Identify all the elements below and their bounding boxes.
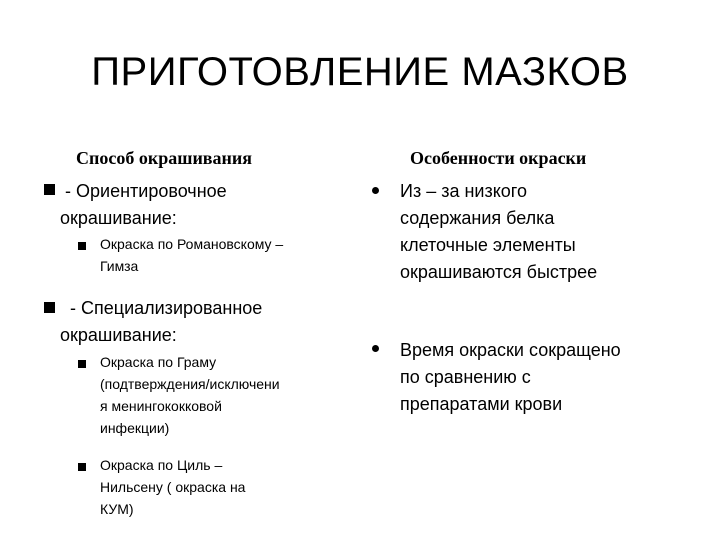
right-column-heading: Особенности окраски [410,148,587,168]
left-item-2-line-1: - Специализированное [60,298,263,318]
slide-title: ПРИГОТОВЛЕНИЕ МАЗКОВ [91,50,629,94]
left-item-2-sub-1-line-4: инфекции) [100,420,170,436]
left-item-2-sub-1-line-1: Окраска по Граму [100,354,217,370]
right-item-2 [400,337,710,418]
left-item-2-sub-1 [100,351,350,439]
left-column-heading: Способ окрашивания [76,148,253,168]
left-item-2-sub-2-line-2: Нильсену ( окраска на [100,479,246,495]
square-bullet-small-icon [78,463,86,471]
left-item-2-sub-2-line-1: Окраска по Циль – [100,457,223,473]
left-item-1-sub-1-line-1: Окраска по Романовскому – [100,236,284,252]
right-item-1-line-3: клеточные элементы [400,235,576,255]
right-item-2-line-3: препаратами крови [400,394,563,414]
right-item-2-line-1: Время окраски сокращено [400,340,621,360]
square-bullet-small-icon [78,360,86,368]
right-item-1 [400,178,710,286]
round-bullet-icon [372,345,379,352]
square-bullet-icon [44,302,55,313]
left-item-1-line-1: - Ориентировочное [60,181,227,201]
right-item-1-line-2: содержания белка [400,208,555,228]
left-item-2-sub-2-line-3: КУМ) [100,501,134,517]
left-item-1 [60,178,350,234]
left-item-2-line-2: окрашивание: [60,325,177,345]
round-bullet-icon [372,187,379,194]
square-bullet-icon [44,184,55,195]
right-item-1-line-4: окрашиваются быстрее [400,262,598,282]
left-item-1-line-2: окрашивание: [60,208,177,228]
left-item-1-sub-1 [100,233,350,277]
right-item-2-line-2: по сравнению с [400,367,531,387]
left-item-2-sub-1-line-3: я менингококковой [100,398,222,414]
right-item-1-line-1: Из – за низкого [400,181,527,201]
left-item-2-sub-1-line-2: (подтверждения/исключени [100,376,280,392]
square-bullet-small-icon [78,242,86,250]
left-item-2 [60,295,350,351]
left-item-1-sub-1-line-2: Гимза [100,258,139,274]
left-item-2-sub-2 [100,454,350,520]
